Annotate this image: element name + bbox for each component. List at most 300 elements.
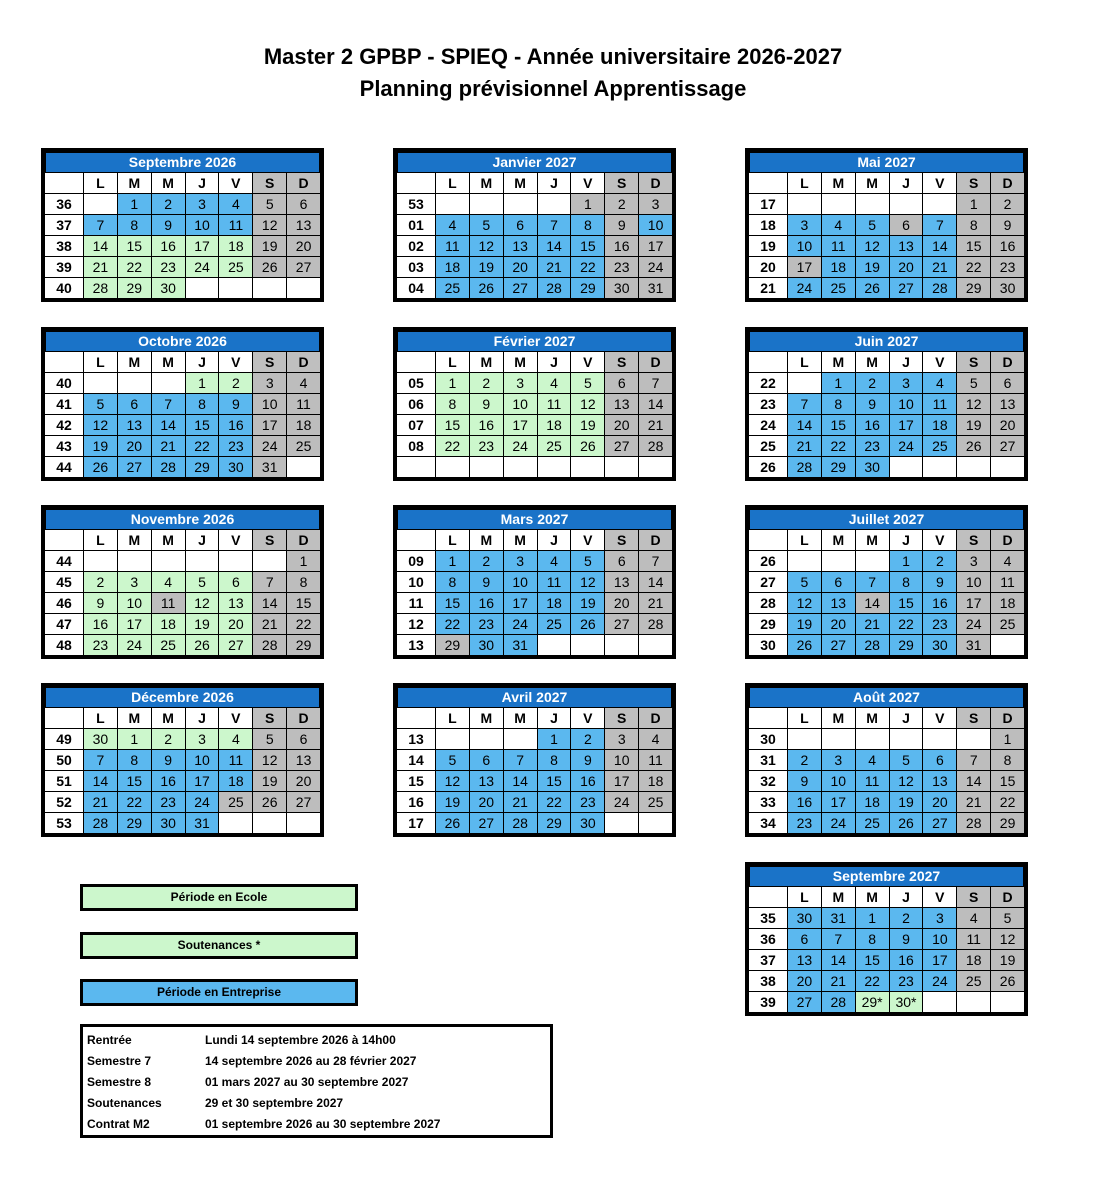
day-cell: 5 bbox=[253, 194, 286, 214]
day-cell: 24 bbox=[253, 436, 286, 456]
day-cell: 19 bbox=[470, 257, 503, 277]
day-cell bbox=[571, 457, 604, 477]
day-cell: 17 bbox=[504, 415, 537, 435]
day-cell: 27 bbox=[287, 792, 320, 812]
day-cell: 13 bbox=[822, 593, 855, 613]
day-cell: 10 bbox=[822, 771, 855, 791]
week-number: 33 bbox=[749, 792, 787, 812]
week-number: 07 bbox=[397, 415, 435, 435]
day-cell: 12 bbox=[84, 415, 117, 435]
day-header: V bbox=[923, 708, 956, 728]
day-header: M bbox=[504, 530, 537, 550]
day-cell: 24 bbox=[186, 792, 219, 812]
day-cell: 14 bbox=[152, 415, 185, 435]
day-cell bbox=[822, 551, 855, 571]
day-cell: 8 bbox=[436, 394, 469, 414]
day-cell: 3 bbox=[890, 373, 923, 393]
day-header: L bbox=[436, 352, 469, 372]
day-cell: 12 bbox=[991, 929, 1024, 949]
day-cell: 13 bbox=[788, 950, 821, 970]
day-cell: 25 bbox=[538, 614, 571, 634]
day-cell: 19 bbox=[571, 593, 604, 613]
day-header: J bbox=[186, 530, 219, 550]
day-cell bbox=[923, 194, 956, 214]
day-cell bbox=[470, 194, 503, 214]
day-cell: 27 bbox=[822, 635, 855, 655]
day-cell bbox=[470, 457, 503, 477]
day-cell: 1 bbox=[856, 908, 889, 928]
day-cell: 28 bbox=[957, 813, 990, 833]
week-number: 03 bbox=[397, 257, 435, 277]
day-cell: 26 bbox=[186, 635, 219, 655]
day-cell: 29 bbox=[118, 278, 151, 298]
month-title: Février 2027 bbox=[398, 332, 671, 351]
day-cell bbox=[504, 194, 537, 214]
day-cell: 4 bbox=[639, 729, 672, 749]
day-cell: 2 bbox=[219, 373, 252, 393]
page-title: Master 2 GPBP - SPIEQ - Année universitaire 2026-2027 bbox=[263, 44, 843, 69]
day-cell: 23 bbox=[84, 635, 117, 655]
info-key: Soutenances bbox=[87, 1096, 162, 1110]
week-number: 53 bbox=[45, 813, 83, 833]
day-cell: 7 bbox=[788, 394, 821, 414]
day-cell bbox=[152, 551, 185, 571]
day-cell: 13 bbox=[504, 236, 537, 256]
day-cell: 28 bbox=[788, 457, 821, 477]
week-number: 39 bbox=[45, 257, 83, 277]
day-cell: 2 bbox=[605, 194, 638, 214]
day-header: V bbox=[571, 530, 604, 550]
day-cell: 3 bbox=[639, 194, 672, 214]
day-cell: 10 bbox=[186, 750, 219, 770]
day-cell: 10 bbox=[186, 215, 219, 235]
day-cell: 29 bbox=[890, 635, 923, 655]
day-cell bbox=[436, 457, 469, 477]
day-header: V bbox=[923, 173, 956, 193]
day-cell: 3 bbox=[923, 908, 956, 928]
day-cell: 17 bbox=[923, 950, 956, 970]
calendar-juillet-2027 bbox=[745, 505, 1028, 659]
day-cell: 24 bbox=[957, 614, 990, 634]
month-grid bbox=[748, 172, 1025, 299]
day-header: M bbox=[504, 173, 537, 193]
month-grid bbox=[396, 707, 673, 834]
day-cell: 11 bbox=[219, 215, 252, 235]
day-header: J bbox=[890, 887, 923, 907]
day-cell: 25 bbox=[856, 813, 889, 833]
day-cell bbox=[84, 194, 117, 214]
day-cell: 10 bbox=[890, 394, 923, 414]
day-header: V bbox=[219, 173, 252, 193]
day-header: M bbox=[856, 887, 889, 907]
day-header: M bbox=[856, 173, 889, 193]
day-cell bbox=[186, 551, 219, 571]
month-grid bbox=[748, 351, 1025, 478]
day-cell: 13 bbox=[287, 750, 320, 770]
week-number: 30 bbox=[749, 635, 787, 655]
week-number: 45 bbox=[45, 572, 83, 592]
calendar-aout-2027 bbox=[745, 683, 1028, 837]
week-number: 05 bbox=[397, 373, 435, 393]
day-cell: 16 bbox=[991, 236, 1024, 256]
day-cell: 15 bbox=[186, 415, 219, 435]
day-header: V bbox=[219, 530, 252, 550]
day-cell: 18 bbox=[219, 771, 252, 791]
day-cell: 20 bbox=[923, 792, 956, 812]
day-cell: 13 bbox=[605, 572, 638, 592]
day-header: J bbox=[890, 173, 923, 193]
day-cell: 7 bbox=[84, 750, 117, 770]
day-header: M bbox=[504, 708, 537, 728]
day-cell: 25 bbox=[957, 971, 990, 991]
week-number: 02 bbox=[397, 236, 435, 256]
day-header: D bbox=[287, 708, 320, 728]
day-header: S bbox=[957, 352, 990, 372]
day-header: J bbox=[890, 530, 923, 550]
day-cell: 28 bbox=[504, 813, 537, 833]
day-header: S bbox=[605, 708, 638, 728]
week-number: 26 bbox=[749, 457, 787, 477]
day-cell: 9 bbox=[571, 750, 604, 770]
day-cell: 26 bbox=[991, 971, 1024, 991]
week-number: 37 bbox=[45, 215, 83, 235]
day-cell: 30 bbox=[470, 635, 503, 655]
month-title: Novembre 2026 bbox=[46, 510, 319, 529]
day-cell: 2 bbox=[991, 194, 1024, 214]
day-cell: 15 bbox=[957, 236, 990, 256]
day-cell: 27 bbox=[788, 992, 821, 1012]
day-cell: 9 bbox=[470, 572, 503, 592]
day-cell: 13 bbox=[923, 771, 956, 791]
day-cell: 15 bbox=[538, 771, 571, 791]
day-cell bbox=[219, 551, 252, 571]
day-cell: 29 bbox=[287, 635, 320, 655]
day-header: L bbox=[84, 173, 117, 193]
day-cell: 29 bbox=[538, 813, 571, 833]
day-cell: 8 bbox=[538, 750, 571, 770]
week-number: 52 bbox=[45, 792, 83, 812]
day-cell: 29 bbox=[991, 813, 1024, 833]
day-header: M bbox=[152, 352, 185, 372]
week-number: 18 bbox=[749, 215, 787, 235]
day-cell: 31 bbox=[822, 908, 855, 928]
day-header: S bbox=[253, 708, 286, 728]
day-header: D bbox=[639, 530, 672, 550]
day-header: D bbox=[991, 173, 1024, 193]
day-cell: 9 bbox=[470, 394, 503, 414]
legend-periode-en-ecole: Période en Ecole bbox=[80, 884, 358, 911]
day-cell: 2 bbox=[470, 551, 503, 571]
day-cell: 17 bbox=[639, 236, 672, 256]
day-cell: 7 bbox=[923, 215, 956, 235]
day-cell: 27 bbox=[287, 257, 320, 277]
day-cell: 5 bbox=[957, 373, 990, 393]
day-cell: 27 bbox=[890, 278, 923, 298]
day-cell: 14 bbox=[822, 950, 855, 970]
day-header: S bbox=[253, 352, 286, 372]
week-number: 11 bbox=[397, 593, 435, 613]
day-cell: 1 bbox=[571, 194, 604, 214]
day-cell: 30* bbox=[890, 992, 923, 1012]
week-number: 09 bbox=[397, 551, 435, 571]
day-cell: 6 bbox=[219, 572, 252, 592]
day-cell bbox=[470, 729, 503, 749]
month-title: Avril 2027 bbox=[398, 688, 671, 707]
day-cell: 24 bbox=[822, 813, 855, 833]
day-header: V bbox=[571, 173, 604, 193]
day-cell: 19 bbox=[991, 950, 1024, 970]
day-header: M bbox=[152, 173, 185, 193]
day-cell: 17 bbox=[186, 236, 219, 256]
day-cell: 16 bbox=[571, 771, 604, 791]
month-title: Mars 2027 bbox=[398, 510, 671, 529]
day-cell bbox=[639, 457, 672, 477]
day-cell: 20 bbox=[991, 415, 1024, 435]
day-cell: 27 bbox=[504, 278, 537, 298]
day-header: M bbox=[822, 173, 855, 193]
day-cell: 1 bbox=[822, 373, 855, 393]
day-cell bbox=[287, 457, 320, 477]
day-cell: 23 bbox=[219, 436, 252, 456]
day-cell: 5 bbox=[788, 572, 821, 592]
day-cell bbox=[991, 635, 1024, 655]
day-cell: 29* bbox=[856, 992, 889, 1012]
day-cell bbox=[788, 373, 821, 393]
day-header: M bbox=[470, 708, 503, 728]
day-header: M bbox=[822, 530, 855, 550]
month-title: Juin 2027 bbox=[750, 332, 1023, 351]
day-header: L bbox=[84, 530, 117, 550]
day-cell: 30 bbox=[84, 729, 117, 749]
day-cell bbox=[923, 729, 956, 749]
day-cell: 17 bbox=[822, 792, 855, 812]
day-cell: 7 bbox=[84, 215, 117, 235]
day-cell: 29 bbox=[186, 457, 219, 477]
day-cell: 15 bbox=[118, 771, 151, 791]
calendar-janvier-2027 bbox=[393, 148, 676, 302]
day-cell: 26 bbox=[253, 792, 286, 812]
day-cell: 1 bbox=[186, 373, 219, 393]
info-key: Contrat M2 bbox=[87, 1117, 150, 1131]
week-number: 47 bbox=[45, 614, 83, 634]
day-cell: 7 bbox=[152, 394, 185, 414]
day-cell: 7 bbox=[538, 215, 571, 235]
day-cell: 8 bbox=[186, 394, 219, 414]
day-cell: 21 bbox=[504, 792, 537, 812]
day-cell: 21 bbox=[788, 436, 821, 456]
week-number: 50 bbox=[45, 750, 83, 770]
calendar-fevrier-2027 bbox=[393, 327, 676, 481]
day-cell: 9 bbox=[152, 215, 185, 235]
day-cell: 1 bbox=[436, 373, 469, 393]
day-header: L bbox=[788, 352, 821, 372]
day-cell: 9 bbox=[152, 750, 185, 770]
day-header: D bbox=[287, 530, 320, 550]
week-number: 43 bbox=[45, 436, 83, 456]
day-cell: 10 bbox=[605, 750, 638, 770]
day-cell: 18 bbox=[957, 950, 990, 970]
day-cell: 26 bbox=[890, 813, 923, 833]
day-cell: 27 bbox=[991, 436, 1024, 456]
day-cell: 8 bbox=[856, 929, 889, 949]
day-cell bbox=[84, 551, 117, 571]
corner-cell bbox=[45, 530, 83, 550]
day-header: S bbox=[605, 352, 638, 372]
day-cell: 17 bbox=[253, 415, 286, 435]
day-cell: 4 bbox=[538, 551, 571, 571]
day-header: L bbox=[788, 708, 821, 728]
day-cell: 30 bbox=[152, 278, 185, 298]
day-header: M bbox=[118, 352, 151, 372]
day-cell: 11 bbox=[538, 572, 571, 592]
day-cell: 31 bbox=[186, 813, 219, 833]
week-number: 27 bbox=[749, 572, 787, 592]
day-header: S bbox=[957, 708, 990, 728]
month-grid bbox=[748, 529, 1025, 656]
day-header: J bbox=[186, 173, 219, 193]
day-cell bbox=[923, 992, 956, 1012]
day-cell: 14 bbox=[639, 572, 672, 592]
day-cell: 1 bbox=[538, 729, 571, 749]
day-cell: 31 bbox=[957, 635, 990, 655]
week-number: 31 bbox=[749, 750, 787, 770]
day-cell: 11 bbox=[538, 394, 571, 414]
day-header: S bbox=[605, 530, 638, 550]
day-cell: 8 bbox=[118, 215, 151, 235]
day-cell: 4 bbox=[152, 572, 185, 592]
day-cell: 7 bbox=[957, 750, 990, 770]
day-cell: 12 bbox=[186, 593, 219, 613]
day-cell: 6 bbox=[470, 750, 503, 770]
day-cell: 4 bbox=[219, 729, 252, 749]
day-cell: 11 bbox=[822, 236, 855, 256]
day-cell: 31 bbox=[253, 457, 286, 477]
day-cell: 18 bbox=[991, 593, 1024, 613]
day-cell: 20 bbox=[470, 792, 503, 812]
day-cell: 5 bbox=[856, 215, 889, 235]
day-cell: 24 bbox=[923, 971, 956, 991]
info-key: Semestre 7 bbox=[87, 1054, 152, 1068]
calendar-mai-2027 bbox=[745, 148, 1028, 302]
day-cell bbox=[856, 551, 889, 571]
day-cell: 25 bbox=[923, 436, 956, 456]
day-cell: 3 bbox=[504, 551, 537, 571]
day-cell: 17 bbox=[957, 593, 990, 613]
day-cell: 10 bbox=[788, 236, 821, 256]
day-cell: 5 bbox=[84, 394, 117, 414]
day-cell: 30 bbox=[605, 278, 638, 298]
day-cell: 10 bbox=[253, 394, 286, 414]
day-cell: 18 bbox=[822, 257, 855, 277]
day-cell: 3 bbox=[788, 215, 821, 235]
day-cell: 14 bbox=[639, 394, 672, 414]
corner-cell bbox=[749, 173, 787, 193]
day-cell: 6 bbox=[287, 729, 320, 749]
day-cell bbox=[788, 194, 821, 214]
day-cell: 8 bbox=[571, 215, 604, 235]
week-number: 36 bbox=[45, 194, 83, 214]
day-header: M bbox=[470, 173, 503, 193]
info-value: 01 septembre 2026 au 30 septembre 2027 bbox=[205, 1117, 441, 1131]
day-cell: 24 bbox=[504, 614, 537, 634]
calendar-octobre-2026 bbox=[41, 327, 324, 481]
day-header: V bbox=[571, 708, 604, 728]
day-cell: 15 bbox=[890, 593, 923, 613]
month-grid bbox=[396, 172, 673, 299]
day-header: J bbox=[890, 352, 923, 372]
day-cell: 16 bbox=[470, 593, 503, 613]
day-cell: 19 bbox=[436, 792, 469, 812]
week-number: 13 bbox=[397, 635, 435, 655]
day-cell: 9 bbox=[84, 593, 117, 613]
day-cell: 24 bbox=[890, 436, 923, 456]
day-cell: 29 bbox=[436, 635, 469, 655]
day-cell bbox=[253, 278, 286, 298]
day-header: S bbox=[957, 530, 990, 550]
day-cell: 12 bbox=[571, 572, 604, 592]
day-cell: 3 bbox=[253, 373, 286, 393]
day-cell: 15 bbox=[856, 950, 889, 970]
week-number: 15 bbox=[397, 771, 435, 791]
day-cell: 6 bbox=[788, 929, 821, 949]
day-cell: 6 bbox=[504, 215, 537, 235]
day-cell: 26 bbox=[436, 813, 469, 833]
week-number: 26 bbox=[749, 551, 787, 571]
week-number: 29 bbox=[749, 614, 787, 634]
month-grid bbox=[396, 529, 673, 656]
day-header: M bbox=[504, 352, 537, 372]
week-number: 12 bbox=[397, 614, 435, 634]
day-header: L bbox=[436, 530, 469, 550]
day-cell: 16 bbox=[923, 593, 956, 613]
month-grid bbox=[44, 172, 321, 299]
day-cell: 27 bbox=[605, 436, 638, 456]
week-number: 46 bbox=[45, 593, 83, 613]
day-cell: 19 bbox=[957, 415, 990, 435]
day-header: J bbox=[186, 352, 219, 372]
day-cell bbox=[890, 729, 923, 749]
day-cell: 22 bbox=[957, 257, 990, 277]
day-header: D bbox=[991, 887, 1024, 907]
day-cell: 5 bbox=[571, 551, 604, 571]
week-number: 39 bbox=[749, 992, 787, 1012]
week-number: 17 bbox=[397, 813, 435, 833]
day-cell: 23 bbox=[991, 257, 1024, 277]
day-cell: 28 bbox=[639, 614, 672, 634]
day-cell: 27 bbox=[923, 813, 956, 833]
day-cell: 9 bbox=[923, 572, 956, 592]
day-cell: 6 bbox=[118, 394, 151, 414]
day-header: M bbox=[152, 708, 185, 728]
week-number: 44 bbox=[45, 457, 83, 477]
legend-soutenances-: Soutenances * bbox=[80, 932, 358, 959]
day-cell bbox=[571, 635, 604, 655]
day-cell: 9 bbox=[856, 394, 889, 414]
day-cell: 2 bbox=[84, 572, 117, 592]
corner-cell bbox=[749, 352, 787, 372]
week-number: 04 bbox=[397, 278, 435, 298]
day-cell: 4 bbox=[957, 908, 990, 928]
day-cell: 11 bbox=[991, 572, 1024, 592]
info-key: Rentrée bbox=[87, 1033, 132, 1047]
day-cell: 5 bbox=[253, 729, 286, 749]
day-cell: 30 bbox=[152, 813, 185, 833]
day-cell bbox=[504, 457, 537, 477]
month-title: Septembre 2027 bbox=[750, 867, 1023, 886]
day-cell: 6 bbox=[605, 551, 638, 571]
day-cell: 14 bbox=[923, 236, 956, 256]
week-number: 23 bbox=[749, 394, 787, 414]
